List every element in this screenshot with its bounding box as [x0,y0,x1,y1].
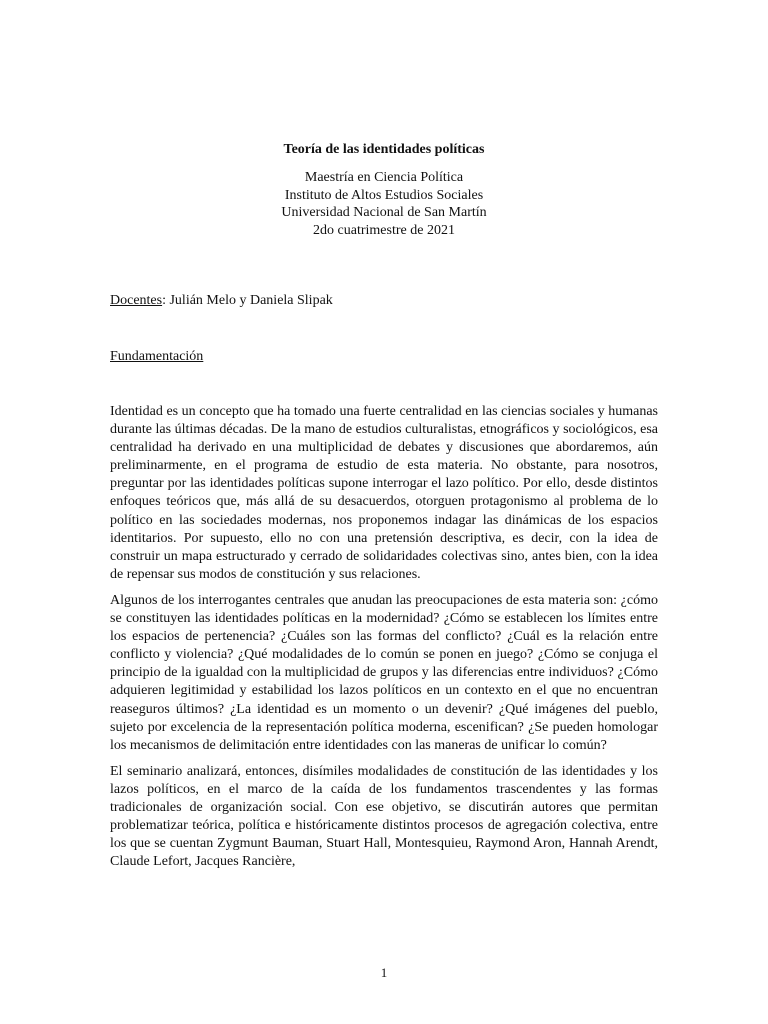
program-name: Maestría en Ciencia Política [304,170,464,185]
section-body [110,403,658,879]
university-name: Universidad Nacional de San Martín [281,205,487,220]
page-number: 1 [380,965,388,980]
term-label: 2do cuatrimestre de 2021 [313,222,455,238]
paragraph: El seminario analizará, entonces, disímiles modalidades de constitución de las identidades y los lazos políticos, en el marco de la caída de los fundamentos trascendentes y las formas tradicionales de organización social. Con ese objetivo, se discutirán autores que permitan problematizar teórica, política e históricamente distintos procesos de agregación colectiva, entre los que se cuentan Zygmunt Bauman, Stuart Hall, Montesquieu, Raymond Aron, Hannah Arendt, Claude Lefort, Jacques Rancière, [110,763,658,870]
docentes-separator: : [162,293,170,308]
docentes-line [110,292,333,310]
paragraph: Identidad es un concepto que ha tomado una fuerte centralidad en las ciencias sociales y humanas durante las últimas décadas. De la mano de estudios culturalistas, etnográficos y sociológicos, esa centralidad ha derivado en una multiplicidad de debates y discusiones que abordaremos, aún preliminarmente, en el programa de estudio de esta materia. No obstante, para nosotros, preguntar por las identidades políticas supone interrogar el lazo político. Por ello, desde distintos enfoques teóricos que, más allá de su desacuerdos, otorguen protagonismo al problema de lo político en las sociedades modernas, nos proponemos indagar las dinámicas de los espacios identitarios. Por supuesto, ello no con una pretensión descriptiva, es decir, con la idea de construir un mapa estructurado y cerrado de solidaridades colectivas sino, antes bien, con la idea de repensar sus modos de constitución y sus relaciones. [110,404,658,582]
institute-name: Instituto de Altos Estudios Sociales [284,187,484,203]
document-header [0,141,768,239]
paragraph: Algunos de los interrogantes centrales que anudan las preocupaciones de esta materia son: ¿cómo se constituyen las identidades políticas en la modernidad? ¿Cómo se establecen los límites entre los espacios de pertenencia? ¿Cuáles son las formas del conflicto? ¿Cuál es la relación entre conflicto y violencia? ¿Qué modalidades de lo común se ponen en juego? ¿Cómo se conjuga el principio de la igualdad con la multiplicidad de grupos y las diferencias entre individuos? ¿Cómo adquieren legitimidad y estabilidad los lazos políticos en un contexto en el que no encuentran reaseguros últimos? ¿La identidad es un momento o un devenir? ¿Qué imágenes del pueblo, sujeto por excelencia de la representación política moderna, escenifican? ¿Se pueden homologar los mecanismos de delimitación entre identidades con las maneras de unificar lo común? [110,592,658,753]
docentes-label: Docentes [110,293,163,308]
section-heading: Fundamentación [110,349,204,364]
docentes-names: Julián Melo y Daniela Slipak [169,293,333,308]
document-title: Teoría de las identidades políticas [283,142,485,157]
